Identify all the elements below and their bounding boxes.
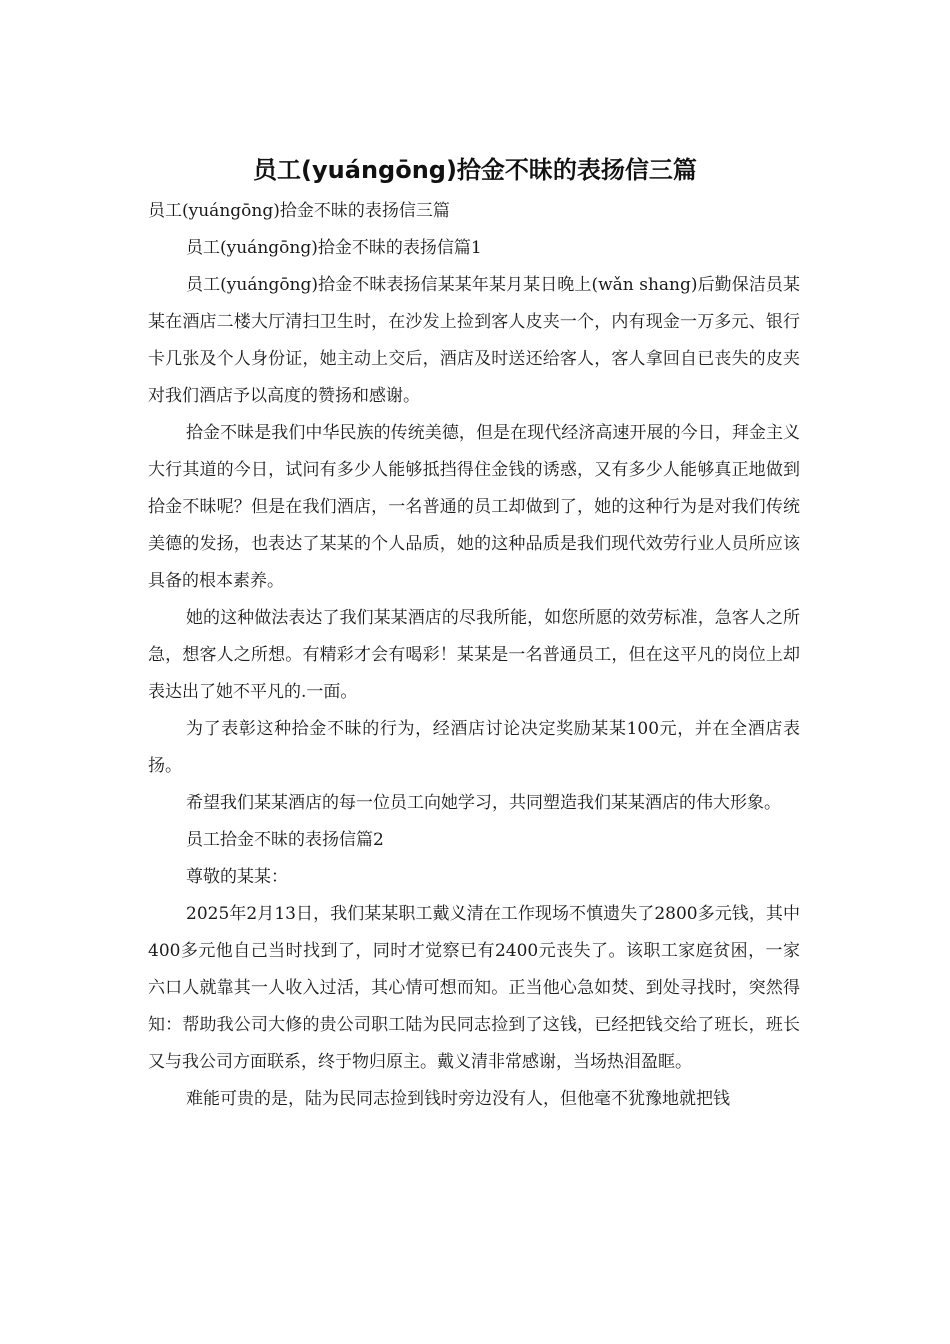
paragraph: 员工拾金不昧的表扬信篇2 [186,830,384,850]
paragraph: 难能可贵的是，陆为民同志捡到钱时旁边没有人，但他毫不犹豫地就把钱 [186,1089,730,1109]
paragraph: 希望我们某某酒店的每一位员工向她学习，共同塑造我们某某酒店的伟大形象。 [186,793,781,813]
paragraph: 为了表彰这种拾金不昧的行为，经酒店讨论决定奖励某某100元，并在全酒店表扬。 [148,719,800,776]
paragraph: 员工(yuángōng)拾金不昧的表扬信篇1 [186,238,482,258]
paragraph: 拾金不昧是我们中华民族的传统美德，但是在现代经济高速开展的今日，拜金主义大行其道的今日，试问有多少人能够抵挡得住金钱的诱惑，又有多少人能够真正地做到拾金不昧呢？但是在我们酒店，一名普通的员工却做到了，她的这种行为是对我们传统美德的发扬，也表达了某某的个人品质，她的这种品质是我们现代效劳行业人员所应该具备的根本素养。 [148,423,800,591]
document-title: 员工(yuángōng)拾金不昧的表扬信三篇 [253,156,697,184]
document-body [148,193,800,1118]
paragraph: 2025年2月13日，我们某某职工戴义清在工作现场不慎遗失了2800多元钱，其中400多元他自己当时找到了，同时才觉察已有2400元丧失了。该职工家庭贫困，一家六口人就靠其一人收入过活，其心情可想而知。正当他心急如焚、到处寻找时，突然得知：帮助我公司大修的贵公司职工陆为民同志捡到了这钱，已经把钱交给了班长，班长又与我公司方面联系，终于物归原主。戴义清非常感谢，当场热泪盈眶。 [148,904,800,1072]
paragraph: 她的这种做法表达了我们某某酒店的尽我所能，如您所愿的效劳标准，急客人之所急，想客人之所想。有精彩才会有喝彩！某某是一名普通员工，但在这平凡的岗位上却表达出了她不平凡的.一面。 [148,608,800,702]
paragraph: 员工(yuángōng)拾金不昧的表扬信三篇 [148,201,450,221]
paragraph: 员工(yuángōng)拾金不昧表扬信某某年某月某日晚上(wǎn shang)后勤保洁员某某在酒店二楼大厅清扫卫生时，在沙发上捡到客人皮夹一个，内有现金一万多元、银行卡几张及个人身份证，她主动上交后，酒店及时送还给客人，客人拿回自已丧失的皮夹对我们酒店予以高度的赞扬和感谢。 [148,275,800,406]
paragraph: 尊敬的某某： [186,867,288,887]
